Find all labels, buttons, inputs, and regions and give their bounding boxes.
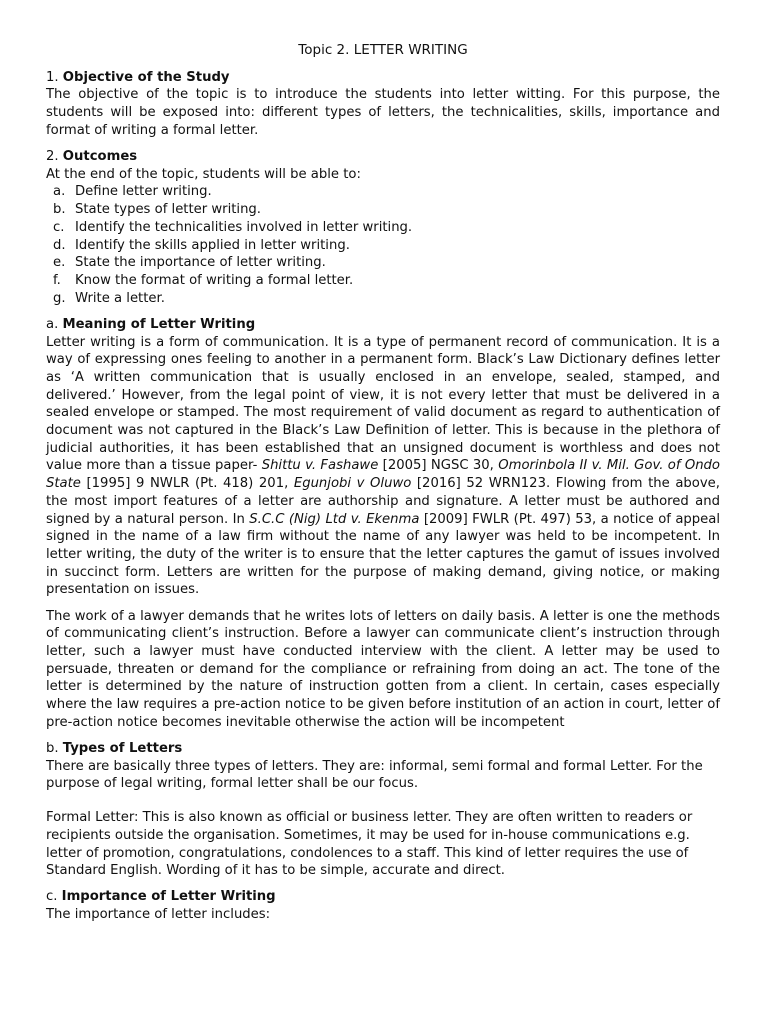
list-marker: d. <box>53 237 66 253</box>
list-marker: c. <box>53 219 65 235</box>
list-item-text: Define letter writing. <box>75 184 212 200</box>
text-run: [1995] 9 NWLR (Pt. 418) 201, <box>80 476 294 492</box>
types-paragraph-1: There are basically three types of letters. They are: informal, semi formal and formal Letter. For the purpose of legal writing, formal letter shall be our focus. <box>46 758 703 792</box>
section-number: 2. <box>46 149 59 165</box>
text-run: [2005] NGSC 30, <box>378 458 499 474</box>
text-run: [2016] 52 WRN123. Flowing from the above, the most import features of a letter are authorship and signature. A letter must be authored and signed by a natural person. In <box>46 476 720 527</box>
list-item <box>46 183 720 201</box>
document-title: Topic 2. LETTER WRITING <box>298 42 468 58</box>
section-heading-outcomes <box>46 148 720 166</box>
document-page <box>46 42 720 932</box>
section-heading-text: Objective of the Study <box>62 69 230 85</box>
list-item-text: Write a letter. <box>75 290 165 306</box>
list-item <box>46 237 720 255</box>
list-item <box>46 290 720 308</box>
list-item-text: State types of letter writing. <box>75 202 261 218</box>
section-heading-types <box>46 740 720 758</box>
objective-paragraph: The objective of the topic is to introduce the students into letter witting. For this purpose, the students will be exposed into: different types of letters, the technicalities, skills, importance and format of writing a formal letter. <box>46 87 720 138</box>
importance-intro: The importance of letter includes: <box>46 907 271 923</box>
outcomes-list <box>46 183 720 307</box>
list-item-text: Identify the technicalities involved in letter writing. <box>75 219 413 235</box>
section-heading-importance <box>46 888 720 906</box>
list-item-text: Know the format of writing a formal letter. <box>75 272 354 288</box>
section-heading-text: Outcomes <box>62 149 138 165</box>
case-citation: Omorinbola II v. Mil. Gov. of Ondo State <box>46 458 720 492</box>
section-heading-text: Meaning of Letter Writing <box>62 316 256 332</box>
section-number: a. <box>46 316 59 332</box>
section-heading-objective <box>46 69 720 87</box>
types-paragraph-2: Formal Letter: This is also known as official or business letter. They are often written to readers or recipients outside the organisation. Sometimes, it may be used for in-house communications e.g. letter of promotion, congratulations, condolences to a staff. This kind of letter requires the use of Standard English. Wording of it has to be simple, accurate and direct. <box>46 810 693 879</box>
case-citation: Egunjobi v Oluwo <box>293 476 412 492</box>
meaning-paragraph-2: The work of a lawyer demands that he writes lots of letters on daily basis. A letter is one the methods of communicating client’s instruction. Before a lawyer can communicate client’s instruction through letter, such a lawyer must have conducted interview with the client. A letter may be used to persuade, threaten or demand for the compliance or refraining from doing an act. The tone of the letter is determined by the nature of instruction gotten from a client. In certain, cases especially where the law requires a pre-action notice to be given before institution of an action in court, letter of pre-action notice becomes inevitable otherwise the action will be incompetent <box>46 608 720 730</box>
section-meaning <box>46 316 720 599</box>
section-heading-meaning <box>46 316 720 334</box>
outcomes-intro: At the end of the topic, students will be able to: <box>46 166 361 182</box>
section-number: b. <box>46 741 59 757</box>
section-number: c. <box>46 889 58 905</box>
section-importance <box>46 888 720 923</box>
text-run: [2009] FWLR (Pt. 497) 53, a notice of appeal signed in the name of a law firm without the name of any lawyer was held to be incompetent. In letter writing, the duty of the writer is to ensure that the letter captures the gamut of issues involved in succinct form. Letters are written for the purpose of making demand, giving notice, or making presentation on issues. <box>46 511 720 598</box>
section-heading-text: Types of Letters <box>62 741 183 757</box>
list-item-text: Identify the skills applied in letter writing. <box>75 237 350 253</box>
list-item <box>46 272 720 290</box>
list-marker: e. <box>53 255 66 271</box>
list-marker: b. <box>53 202 66 218</box>
list-item-text: State the importance of letter writing. <box>75 255 326 271</box>
list-marker: g. <box>53 290 66 306</box>
case-citation: S.C.C (Nig) Ltd v. Ekenma <box>249 511 420 527</box>
section-outcomes <box>46 148 720 307</box>
meaning-paragraph-1 <box>46 334 720 600</box>
case-citation: Shittu v. Fashawe <box>261 458 379 474</box>
list-marker: a. <box>53 184 66 200</box>
section-objective <box>46 69 720 140</box>
paragraph-gap <box>46 793 720 809</box>
list-item <box>46 201 720 219</box>
list-marker: f. <box>53 272 61 288</box>
section-types <box>46 740 720 880</box>
section-heading-text: Importance of Letter Writing <box>61 889 276 905</box>
section-number: 1. <box>46 69 59 85</box>
list-item <box>46 219 720 237</box>
text-run: Letter writing is a form of communication. It is a type of permanent record of communication. It is a way of expressing ones feeling to another in a permanent form. Black’s Law Dictionary defines letter as ‘A written communication that is usually enclosed in an envelope, sealed, stamped, and delivered.’ However, from the legal point of view, it is not every letter that must be delivered in a sealed envelope or stamped. The most requirement of valid document as regard to authentication of document was not captured in the Black’s Law Definition of letter. This is because in the plethora of judicial authorities, it has been established that an unsigned document is worthless and does not value more than a tissue paper- <box>46 334 720 474</box>
list-item <box>46 254 720 272</box>
section-meaning-cont <box>46 608 720 732</box>
